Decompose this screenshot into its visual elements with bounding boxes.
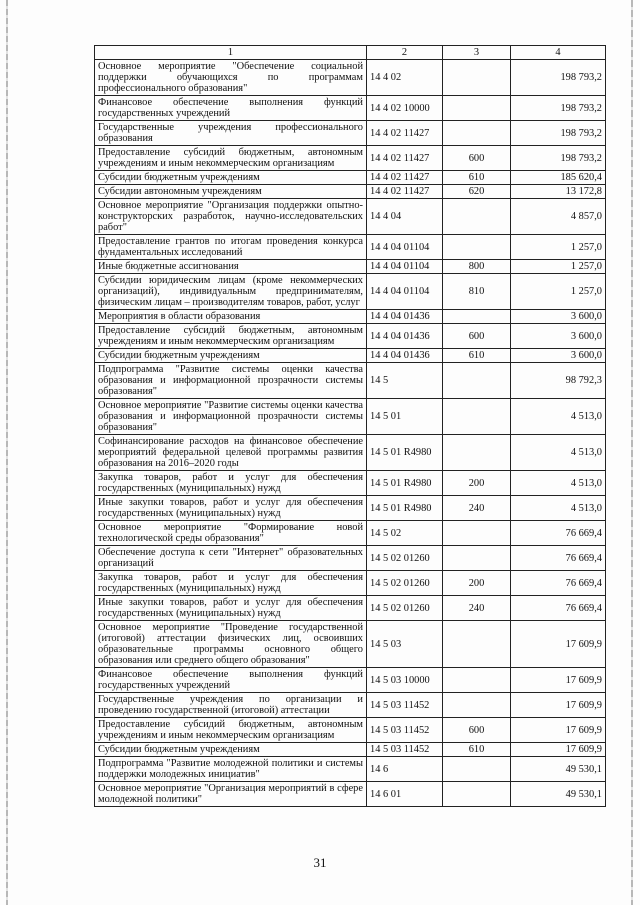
row-name-cell: Государственные учреждения по организации и проведению государственной (итоговой) аттестации (95, 693, 367, 718)
row-code-cell: 14 4 04 01104 (367, 260, 443, 274)
table-row (95, 199, 606, 235)
row-code-cell: 14 4 02 (367, 60, 443, 96)
row-name-cell: Закупка товаров, работ и услуг для обеспечения государственных (муниципальных) нужд (95, 471, 367, 496)
table-row (95, 496, 606, 521)
table-row (95, 693, 606, 718)
row-type-cell (443, 96, 511, 121)
row-amount-cell: 4 513,0 (511, 471, 606, 496)
budget-table (94, 45, 606, 807)
row-amount-cell: 198 793,2 (511, 96, 606, 121)
row-code-cell: 14 5 01 R4980 (367, 496, 443, 521)
row-name-cell: Субсидии бюджетным учреждениям (95, 349, 367, 363)
row-name-cell: Субсидии бюджетным учреждениям (95, 171, 367, 185)
row-amount-cell: 76 669,4 (511, 596, 606, 621)
row-amount-cell: 17 609,9 (511, 668, 606, 693)
row-name-cell: Предоставление субсидий бюджетным, автономным учреждениям и иным некоммерческим организациям (95, 146, 367, 171)
row-code-cell: 14 5 03 (367, 621, 443, 668)
row-type-cell: 610 (443, 349, 511, 363)
row-name-cell: Иные закупки товаров, работ и услуг для обеспечения государственных (муниципальных) нужд (95, 496, 367, 521)
row-name-cell: Основное мероприятие "Проведение государственной (итоговой) аттестации физических лиц, освоивших образовательные программы основного общего образования или среднего общего образования" (95, 621, 367, 668)
row-type-cell: 610 (443, 743, 511, 757)
row-code-cell: 14 4 04 01104 (367, 274, 443, 310)
row-type-cell: 620 (443, 185, 511, 199)
row-type-cell: 800 (443, 260, 511, 274)
row-code-cell: 14 5 03 11452 (367, 718, 443, 743)
row-type-cell (443, 435, 511, 471)
row-code-cell: 14 5 03 11452 (367, 693, 443, 718)
row-type-cell (443, 521, 511, 546)
row-amount-cell: 17 609,9 (511, 621, 606, 668)
row-name-cell: Подпрограмма "Развитие системы оценки качества образования и информационной прозрачности системы образования" (95, 363, 367, 399)
row-amount-cell: 17 609,9 (511, 693, 606, 718)
row-name-cell: Финансовое обеспечение выполнения функций государственных учреждений (95, 96, 367, 121)
row-code-cell: 14 4 02 11427 (367, 146, 443, 171)
row-code-cell: 14 5 01 R4980 (367, 435, 443, 471)
row-type-cell (443, 782, 511, 807)
row-type-cell: 240 (443, 496, 511, 521)
row-type-cell: 600 (443, 718, 511, 743)
budget-table-body (95, 46, 606, 807)
row-type-cell: 600 (443, 146, 511, 171)
row-code-cell: 14 5 01 R4980 (367, 471, 443, 496)
table-row (95, 96, 606, 121)
row-amount-cell: 17 609,9 (511, 718, 606, 743)
row-name-cell: Обеспечение доступа к сети "Интернет" образовательных организаций (95, 546, 367, 571)
row-amount-cell: 198 793,2 (511, 121, 606, 146)
row-type-cell (443, 621, 511, 668)
row-code-cell: 14 6 01 (367, 782, 443, 807)
table-row (95, 185, 606, 199)
table-row (95, 546, 606, 571)
row-name-cell: Основное мероприятие "Развитие системы оценки качества образования и информационной прозрачности системы образования" (95, 399, 367, 435)
table-row (95, 521, 606, 546)
row-code-cell: 14 4 02 11427 (367, 121, 443, 146)
row-name-cell: Основное мероприятие "Организация поддержки опытно-конструкторских разработок, научно-исследовательских работ" (95, 199, 367, 235)
table-row (95, 621, 606, 668)
table-row (95, 171, 606, 185)
row-code-cell: 14 4 04 (367, 199, 443, 235)
row-type-cell (443, 757, 511, 782)
table-row (95, 363, 606, 399)
row-name-cell: Мероприятия в области образования (95, 310, 367, 324)
row-name-cell: Предоставление субсидий бюджетным, автономным учреждениям и иным некоммерческим организациям (95, 324, 367, 349)
row-name-cell: Подпрограмма "Развитие молодежной политики и системы поддержки молодежных инициатив" (95, 757, 367, 782)
header-cell-name: 1 (95, 46, 367, 60)
table-row (95, 324, 606, 349)
row-name-cell: Государственные учреждения профессионального образования (95, 121, 367, 146)
row-type-cell (443, 693, 511, 718)
table-row (95, 668, 606, 693)
row-code-cell: 14 5 02 (367, 521, 443, 546)
row-type-cell (443, 60, 511, 96)
row-amount-cell: 76 669,4 (511, 521, 606, 546)
table-row (95, 260, 606, 274)
row-code-cell: 14 4 04 01436 (367, 324, 443, 349)
row-name-cell: Финансовое обеспечение выполнения функций государственных учреждений (95, 668, 367, 693)
row-type-cell: 610 (443, 171, 511, 185)
row-amount-cell: 1 257,0 (511, 235, 606, 260)
row-code-cell: 14 5 03 11452 (367, 743, 443, 757)
row-amount-cell: 76 669,4 (511, 546, 606, 571)
row-name-cell: Предоставление грантов по итогам проведения конкурса фундаментальных исследований (95, 235, 367, 260)
table-row (95, 60, 606, 96)
row-code-cell: 14 4 02 11427 (367, 185, 443, 199)
row-amount-cell: 76 669,4 (511, 571, 606, 596)
scan-edge-left (6, 0, 8, 905)
row-code-cell: 14 4 04 01436 (367, 310, 443, 324)
table-row (95, 146, 606, 171)
row-name-cell: Предоставление субсидий бюджетным, автономным учреждениям и иным некоммерческим организациям (95, 718, 367, 743)
table-row (95, 349, 606, 363)
table-header-row (95, 46, 606, 60)
row-code-cell: 14 4 04 01104 (367, 235, 443, 260)
row-amount-cell: 1 257,0 (511, 274, 606, 310)
row-type-cell (443, 668, 511, 693)
row-code-cell: 14 5 (367, 363, 443, 399)
header-cell-amount: 4 (511, 46, 606, 60)
row-name-cell: Основное мероприятие "Формирование новой технологической среды образования" (95, 521, 367, 546)
row-type-cell (443, 199, 511, 235)
row-amount-cell: 198 793,2 (511, 60, 606, 96)
row-type-cell (443, 121, 511, 146)
header-cell-type: 3 (443, 46, 511, 60)
row-type-cell (443, 235, 511, 260)
row-code-cell: 14 5 02 01260 (367, 571, 443, 596)
table-row (95, 782, 606, 807)
row-code-cell: 14 6 (367, 757, 443, 782)
row-amount-cell: 49 530,1 (511, 782, 606, 807)
row-name-cell: Субсидии юридическим лицам (кроме некоммерческих организаций), индивидуальным предпринимателям, физическим лицам – производителям товаров, работ, услуг (95, 274, 367, 310)
row-name-cell: Субсидии бюджетным учреждениям (95, 743, 367, 757)
row-code-cell: 14 4 02 11427 (367, 171, 443, 185)
table-row (95, 571, 606, 596)
scan-edge-right (631, 0, 633, 905)
row-code-cell: 14 5 01 (367, 399, 443, 435)
row-amount-cell: 17 609,9 (511, 743, 606, 757)
table-row (95, 718, 606, 743)
row-amount-cell: 3 600,0 (511, 310, 606, 324)
table-row (95, 310, 606, 324)
row-name-cell: Основное мероприятие "Обеспечение социальной поддержки обучающихся по программам профессионального образования" (95, 60, 367, 96)
row-amount-cell: 3 600,0 (511, 324, 606, 349)
row-code-cell: 14 5 02 01260 (367, 596, 443, 621)
row-amount-cell: 13 172,8 (511, 185, 606, 199)
table-row (95, 471, 606, 496)
row-amount-cell: 185 620,4 (511, 171, 606, 185)
row-type-cell: 200 (443, 471, 511, 496)
row-name-cell: Иные бюджетные ассигнования (95, 260, 367, 274)
row-amount-cell: 4 513,0 (511, 496, 606, 521)
table-row (95, 399, 606, 435)
row-amount-cell: 1 257,0 (511, 260, 606, 274)
table-row (95, 121, 606, 146)
row-code-cell: 14 4 02 10000 (367, 96, 443, 121)
row-code-cell: 14 5 02 01260 (367, 546, 443, 571)
table-row (95, 596, 606, 621)
table-row (95, 743, 606, 757)
row-type-cell: 200 (443, 571, 511, 596)
row-type-cell (443, 310, 511, 324)
row-name-cell: Основное мероприятие "Организация мероприятий в сфере молодежной политики" (95, 782, 367, 807)
row-name-cell: Субсидии автономным учреждениям (95, 185, 367, 199)
row-amount-cell: 49 530,1 (511, 757, 606, 782)
row-amount-cell: 4 513,0 (511, 435, 606, 471)
row-amount-cell: 4 857,0 (511, 199, 606, 235)
row-type-cell: 600 (443, 324, 511, 349)
row-code-cell: 14 5 03 10000 (367, 668, 443, 693)
table-row (95, 274, 606, 310)
table-row (95, 235, 606, 260)
row-code-cell: 14 4 04 01436 (367, 349, 443, 363)
table-row (95, 435, 606, 471)
row-type-cell: 240 (443, 596, 511, 621)
row-amount-cell: 4 513,0 (511, 399, 606, 435)
row-type-cell (443, 399, 511, 435)
row-amount-cell: 98 792,3 (511, 363, 606, 399)
row-type-cell (443, 363, 511, 399)
header-cell-code: 2 (367, 46, 443, 60)
table-row (95, 757, 606, 782)
row-amount-cell: 198 793,2 (511, 146, 606, 171)
row-name-cell: Закупка товаров, работ и услуг для обеспечения государственных (муниципальных) нужд (95, 571, 367, 596)
row-name-cell: Иные закупки товаров, работ и услуг для обеспечения государственных (муниципальных) нужд (95, 596, 367, 621)
page-number: 31 (313, 855, 327, 870)
row-type-cell: 810 (443, 274, 511, 310)
row-amount-cell: 3 600,0 (511, 349, 606, 363)
row-type-cell (443, 546, 511, 571)
row-name-cell: Софинансирование расходов на финансовое обеспечение мероприятий федеральной целевой программы развития образования на 2016–2020 годы (95, 435, 367, 471)
